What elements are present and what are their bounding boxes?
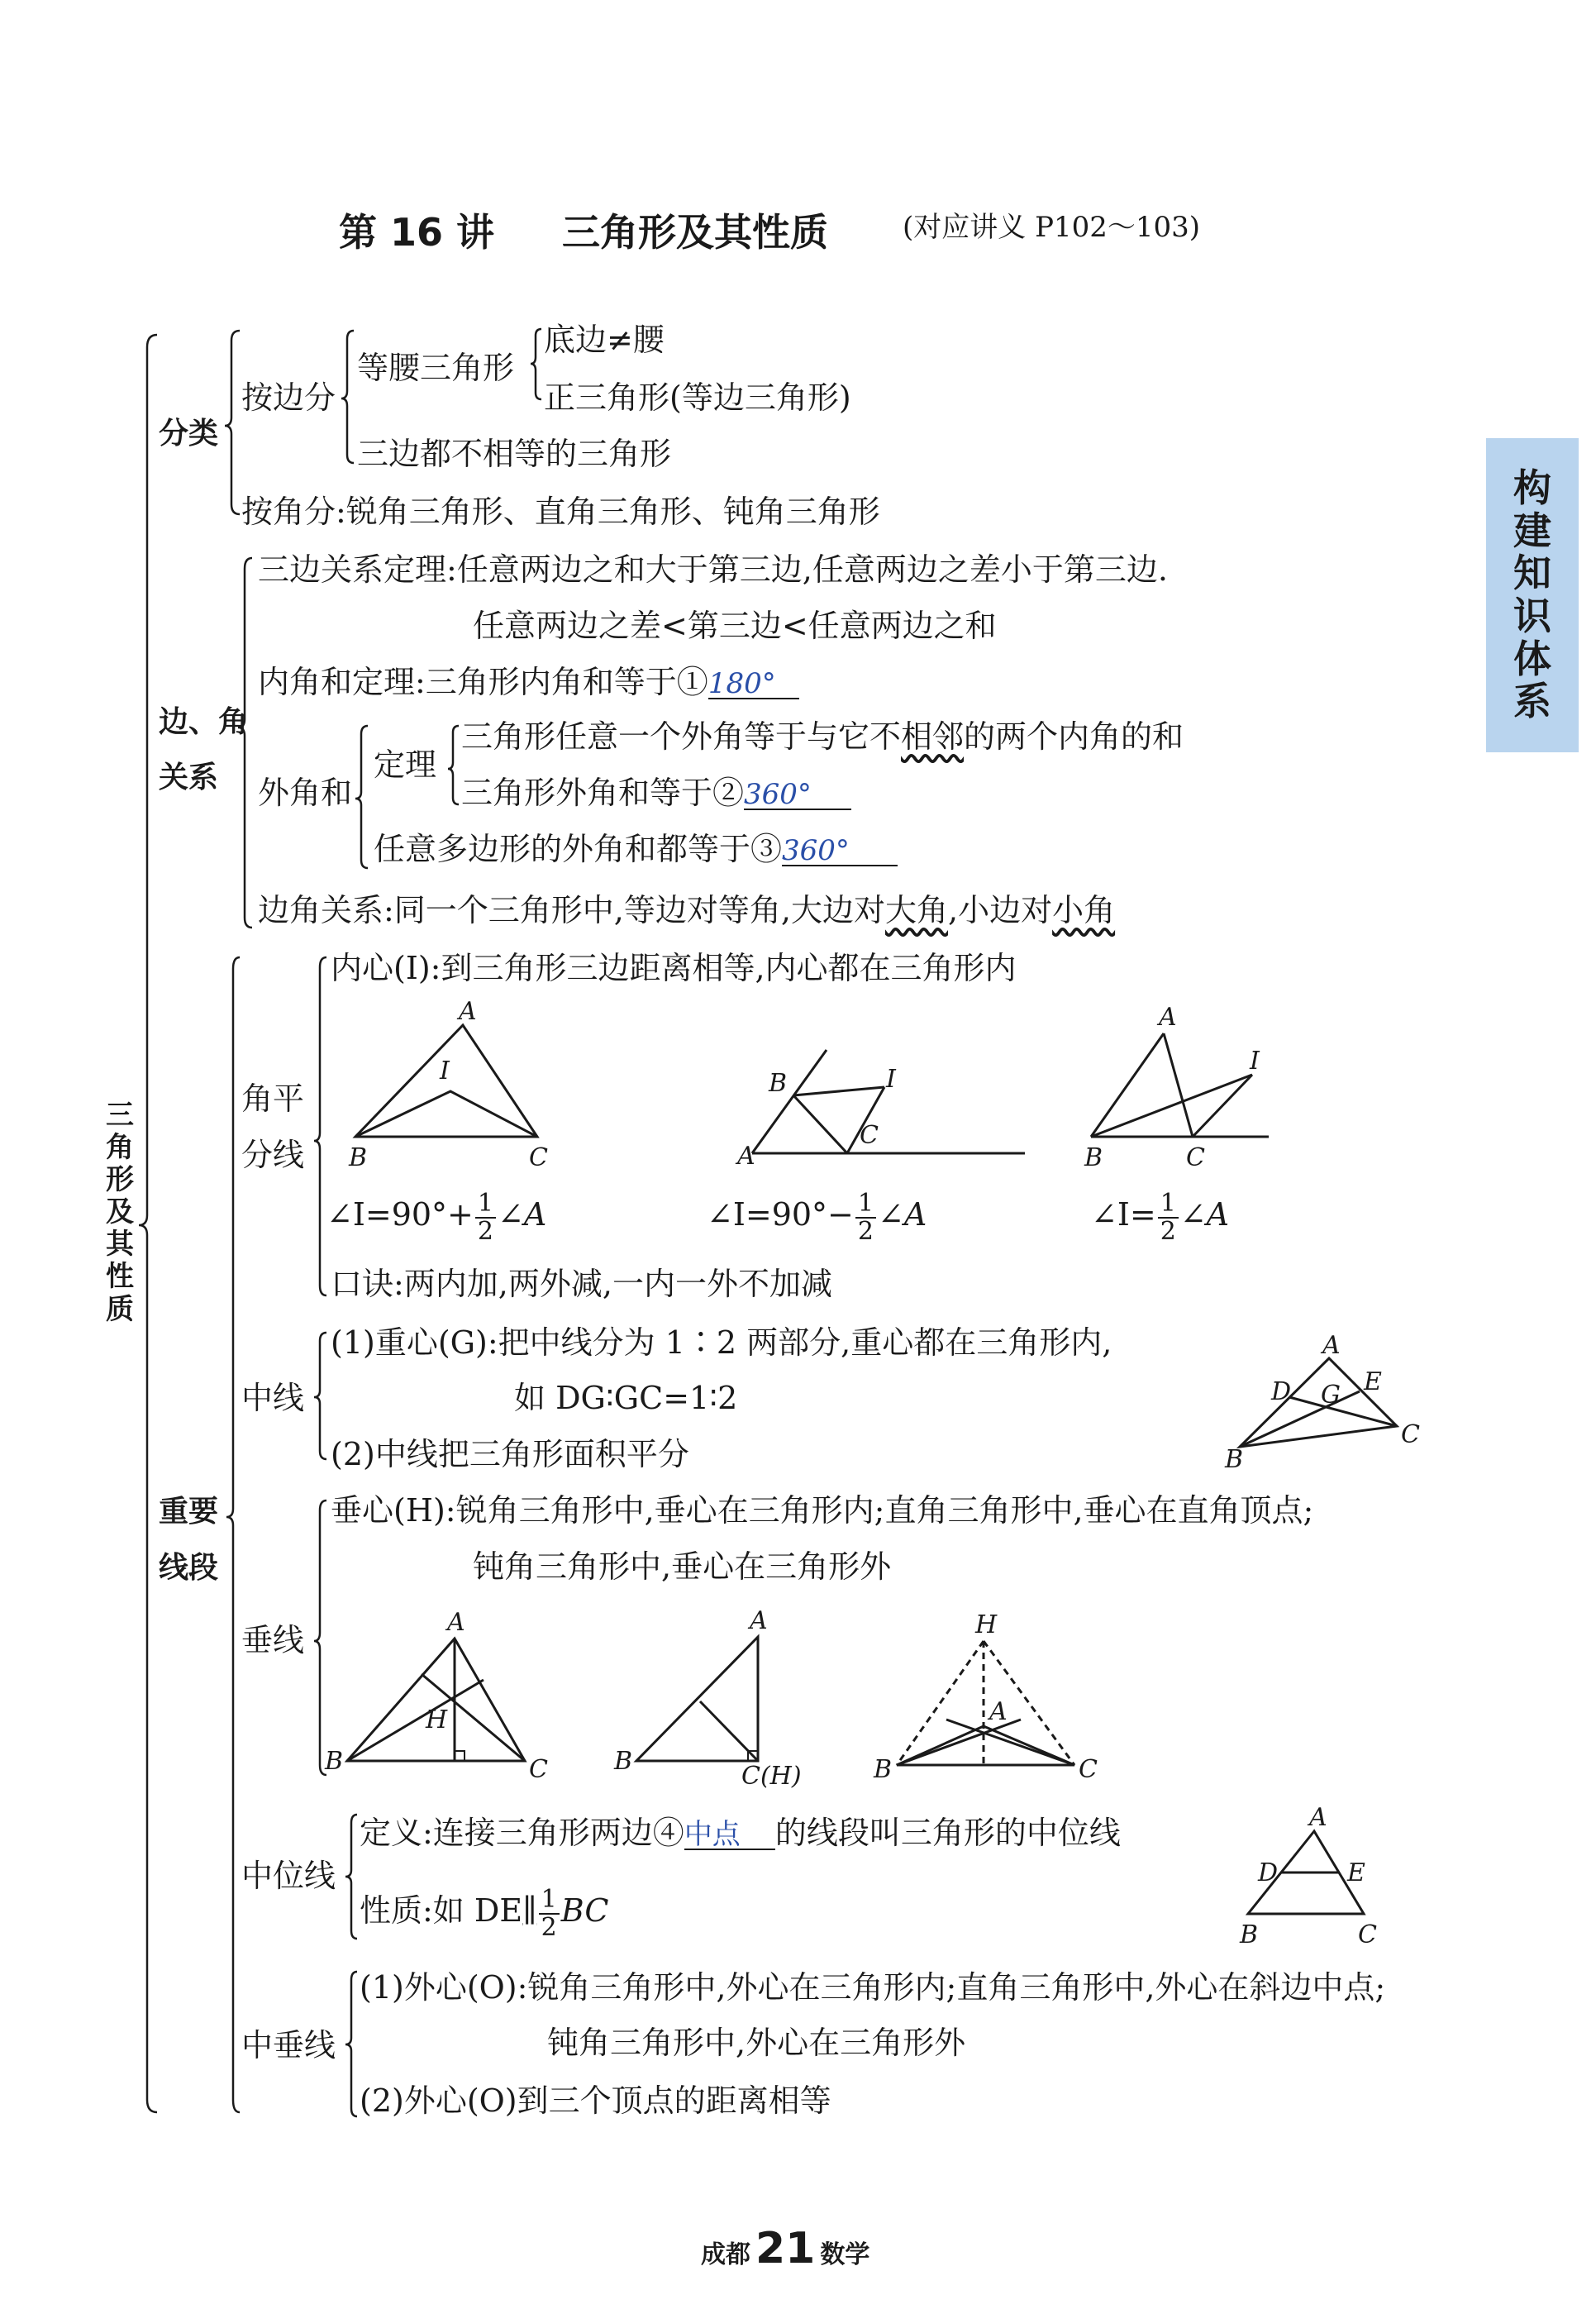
segments-label-1: 重要 <box>159 1495 219 1529</box>
centroid-example: 如 DG∶GC=1∶2 <box>514 1380 738 1416</box>
ext-1b: 相邻 <box>901 718 965 755</box>
midline-def-a: 定义:连接三角形两边④ <box>360 1815 684 1851</box>
ext-3: 任意多边形的外角和都等于③ <box>374 831 783 867</box>
fraction <box>475 1190 496 1244</box>
answer-2: 360° <box>744 778 812 811</box>
ext-1c: 的两个内角的和 <box>964 718 1184 755</box>
formula-rhs: ∠A <box>877 1196 927 1233</box>
classify-label: 分类 <box>159 417 219 451</box>
scalene: 三边都不相等的三角形 <box>357 436 672 472</box>
by-angle: 按角分:锐角三角形、直角三角形、钝角三角形 <box>241 494 880 530</box>
equilateral: 正三角形(等边三角形) <box>544 379 851 416</box>
label-b: B <box>614 1747 633 1776</box>
answer-1: 180° <box>707 667 776 700</box>
exterior-theorem-1 <box>461 718 1184 755</box>
label-d: D <box>1258 1858 1279 1887</box>
answer-3: 360° <box>782 834 850 867</box>
label-c: C <box>529 1755 548 1784</box>
root-char: 角 <box>106 1131 134 1165</box>
fraction <box>539 1887 560 1940</box>
numerator: 1 <box>475 1190 496 1219</box>
by-side-label: 按边分 <box>241 379 336 416</box>
label-a: A <box>1309 1803 1327 1832</box>
answer-4-blank <box>684 1817 775 1850</box>
rel-c: ,小边对 <box>947 892 1053 928</box>
interior-text: 内角和定理:三角形内角和等于① <box>258 664 708 700</box>
answer-4: 中点 <box>684 1818 741 1851</box>
segments-label-2: 线段 <box>159 1551 219 1585</box>
label-a: A <box>750 1606 768 1635</box>
bisector-formula-3 <box>1091 1190 1229 1244</box>
centroid-def: (1)重心(G):把中线分为 1∶2 两部分,重心都在三角形内, <box>331 1324 1112 1361</box>
midline-property <box>360 1887 608 1940</box>
root-char: 三 <box>106 1099 134 1132</box>
formula-lhs: ∠I=90°+ <box>326 1196 474 1233</box>
label-d: D <box>1271 1377 1292 1406</box>
label-g: G <box>1321 1381 1341 1410</box>
three-side-inequality: 任意两边之差<第三边<任意两边之和 <box>473 608 997 644</box>
label-e: E <box>1364 1367 1382 1396</box>
denominator: 2 <box>477 1216 493 1246</box>
label-b: B <box>325 1747 344 1776</box>
label-i: I <box>1250 1047 1260 1076</box>
theorem-label: 定理 <box>374 747 437 783</box>
bisector-label-1: 角平 <box>241 1081 305 1117</box>
prop-rhs: BC <box>560 1892 609 1929</box>
perp-bisector-label: 中垂线 <box>241 2027 336 2063</box>
label-a: A <box>737 1142 755 1170</box>
tab-char: 体 <box>1513 636 1551 681</box>
side-angle-relation <box>258 894 1115 926</box>
bisector-formula-1 <box>326 1190 546 1244</box>
denominator: 2 <box>857 1216 874 1246</box>
rel-d: 小角 <box>1052 892 1116 928</box>
fraction <box>1158 1190 1179 1244</box>
mnemonic: 口诀:两内加,两外减,一内一外不加减 <box>331 1266 832 1302</box>
label-c: C <box>860 1121 879 1150</box>
formula-rhs: ∠A <box>497 1196 547 1233</box>
page-title: 三角形及其性质 <box>562 210 828 255</box>
altitude-figures <box>318 1604 1145 1794</box>
root-char: 其 <box>106 1228 134 1262</box>
midline-figure <box>1223 1802 1430 1951</box>
label-i: I <box>886 1065 896 1094</box>
tab-char: 识 <box>1513 594 1551 638</box>
answer-3-blank <box>782 833 898 866</box>
label-ch: C(H) <box>741 1762 802 1791</box>
page-reference: (对应讲义 P102～103) <box>903 211 1201 244</box>
tab-char: 知 <box>1513 551 1551 596</box>
root-char: 形 <box>106 1163 134 1197</box>
label-b: B <box>874 1755 893 1784</box>
formula-lhs: ∠I= <box>1091 1196 1156 1233</box>
label-c: C <box>1186 1143 1205 1170</box>
orthocenter-def: 垂心(H):锐角三角形中,垂心在三角形内;直角三角形中,垂心在直角顶点; <box>331 1492 1314 1529</box>
footer <box>701 2224 869 2273</box>
root-char: 性 <box>106 1260 134 1294</box>
base-neq-leg: 底边≠腰 <box>544 322 665 358</box>
label-h: H <box>426 1706 448 1734</box>
denominator: 2 <box>1160 1216 1176 1246</box>
isosceles-label: 等腰三角形 <box>357 350 515 386</box>
bisector-formula-2 <box>707 1190 927 1244</box>
label-a: A <box>447 1608 465 1637</box>
tab-char: 建 <box>1513 508 1551 553</box>
root-char: 及 <box>106 1195 134 1229</box>
label-i: I <box>440 1057 450 1085</box>
orthocenter-def-2: 钝角三角形中,垂心在三角形外 <box>473 1548 892 1585</box>
prop-lhs: 性质:如 DE <box>360 1892 523 1929</box>
label-c: C <box>1401 1420 1420 1449</box>
incenter-def: 内心(I):到三角形三边距离相等,内心都在三角形内 <box>331 950 1017 986</box>
exterior-theorem-3 <box>374 833 898 866</box>
label-a: A <box>1159 1003 1177 1032</box>
ext-2: 三角形外角和等于② <box>461 775 745 811</box>
label-b: B <box>1225 1445 1244 1474</box>
label-b: B <box>769 1069 788 1098</box>
bisector-figures <box>331 996 1322 1170</box>
altitude-label: 垂线 <box>241 1622 305 1658</box>
root-char: 质 <box>106 1292 134 1326</box>
footer-city: 成都 <box>701 2240 750 2269</box>
exterior-theorem-2 <box>461 777 851 810</box>
ext-1a: 三角形任意一个外角等于与它不 <box>461 718 902 755</box>
midline-label: 中位线 <box>241 1858 336 1894</box>
label-b: B <box>1084 1143 1103 1170</box>
label-c: C <box>529 1143 548 1170</box>
numerator: 1 <box>1158 1190 1179 1219</box>
interior-angle-theorem <box>258 666 799 699</box>
circumcenter-def: (1)外心(O):锐角三角形中,外心在三角形内;直角三角形中,外心在斜边中点; <box>360 1969 1386 2006</box>
circumcenter-def-2: 钝角三角形中,外心在三角形外 <box>547 2025 966 2061</box>
formula-rhs: ∠A <box>1179 1196 1230 1233</box>
bisector-label-2: 分线 <box>241 1137 305 1173</box>
side-angle-label-2: 关系 <box>159 761 219 794</box>
label-b: B <box>349 1143 368 1170</box>
label-a: A <box>989 1697 1008 1726</box>
fraction <box>855 1190 876 1244</box>
three-side-theorem: 三边关系定理:任意两边之和大于第三边,任意两边之差小于第三边. <box>258 551 1168 588</box>
prop-symbol: ∥ <box>522 1892 537 1929</box>
denominator: 2 <box>541 1912 557 1942</box>
circumcenter-distance: (2)外心(O)到三个顶点的距离相等 <box>360 2082 831 2119</box>
label-b: B <box>1240 1920 1259 1949</box>
lecture-number: 第 16 讲 <box>339 210 495 255</box>
label-c: C <box>1358 1920 1377 1949</box>
tab-char: 构 <box>1513 465 1551 511</box>
median-area: (2)中线把三角形面积平分 <box>331 1436 689 1472</box>
formula-lhs: ∠I=90°− <box>707 1196 854 1233</box>
exterior-label: 外角和 <box>258 775 353 811</box>
tab-char: 系 <box>1513 679 1551 724</box>
footer-number: 21 <box>755 2224 816 2273</box>
answer-1-blank <box>708 666 799 699</box>
label-e: E <box>1347 1858 1365 1887</box>
root-label <box>106 1100 139 1326</box>
answer-2-blank <box>744 777 851 810</box>
rel-a: 边角关系:同一个三角形中,等边对等角,大边对 <box>258 892 885 928</box>
label-a: A <box>459 997 477 1026</box>
centroid-figure <box>1223 1335 1438 1476</box>
midline-def-b: 的线段叫三角形的中位线 <box>774 1815 1121 1851</box>
footer-subject: 数学 <box>820 2240 870 2269</box>
numerator: 1 <box>539 1887 560 1915</box>
numerator: 1 <box>855 1190 876 1219</box>
label-a: A <box>1322 1335 1341 1360</box>
side-angle-label-1: 边、角 <box>159 705 249 739</box>
label-h: H <box>975 1610 998 1639</box>
midline-def <box>360 1817 1121 1850</box>
label-c: C <box>1079 1755 1098 1784</box>
median-label: 中线 <box>241 1380 305 1416</box>
rel-b: 大角 <box>884 892 948 928</box>
